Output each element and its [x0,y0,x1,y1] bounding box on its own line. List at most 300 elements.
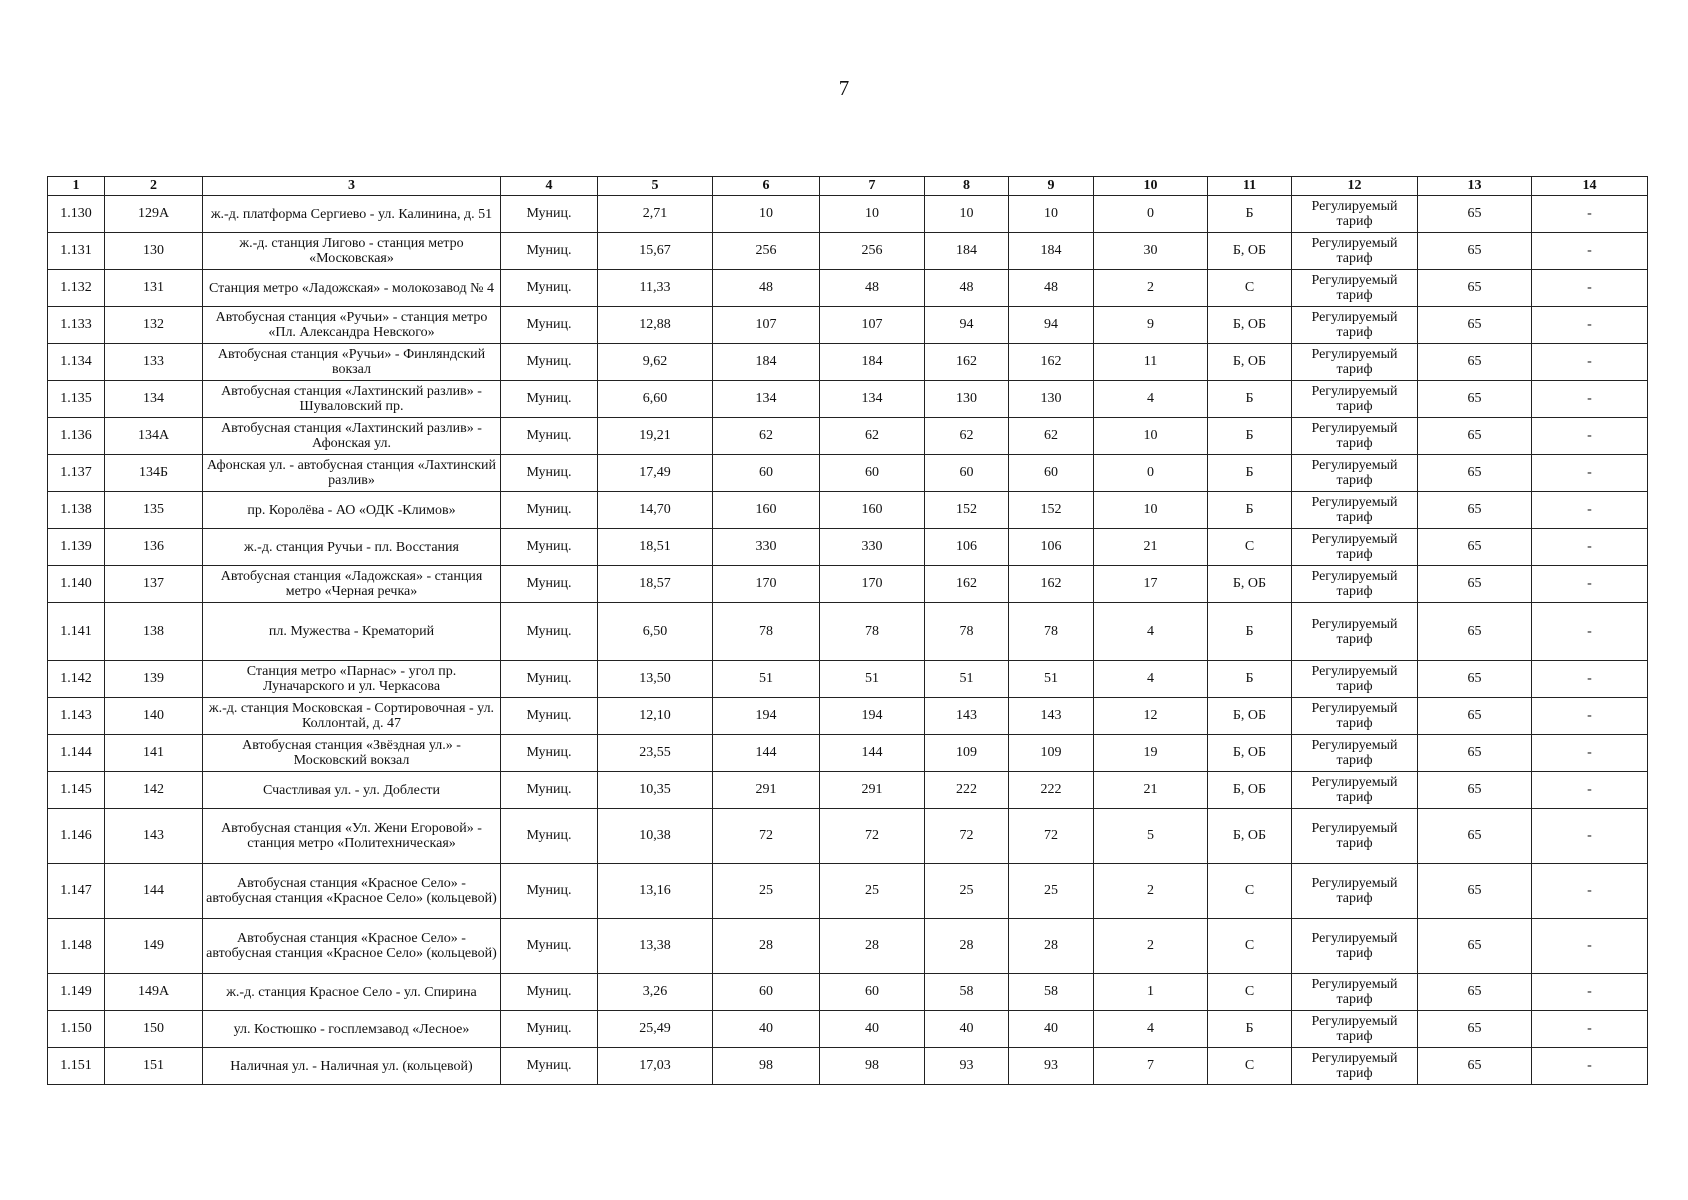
cell-col-14: - [1532,772,1648,809]
cell-col-13: 65 [1418,1011,1532,1048]
cell-col-13: 65 [1418,381,1532,418]
cell-col-10: 4 [1094,661,1208,698]
cell-col-12: Регулируемый тариф [1292,233,1418,270]
cell-col-11: Б [1208,196,1292,233]
cell-col-8: 78 [925,603,1009,661]
cell-col-10: 4 [1094,1011,1208,1048]
cell-col-1: 1.145 [48,772,105,809]
cell-col-9: 51 [1009,661,1094,698]
cell-col-11: С [1208,864,1292,919]
cell-col-5: 12,10 [598,698,713,735]
cell-col-4: Муниц. [501,735,598,772]
cell-col-6: 160 [713,492,820,529]
cell-col-3: Автобусная станция «Ручьи» - Финляндский вокзал [203,344,501,381]
cell-col-12: Регулируемый тариф [1292,455,1418,492]
cell-col-14: - [1532,381,1648,418]
cell-col-13: 65 [1418,772,1532,809]
cell-col-4: Муниц. [501,529,598,566]
cell-col-1: 1.135 [48,381,105,418]
cell-col-2: 131 [105,270,203,307]
cell-col-6: 10 [713,196,820,233]
table-row [48,661,1648,698]
cell-col-12: Регулируемый тариф [1292,919,1418,974]
cell-col-14: - [1532,1048,1648,1085]
cell-col-12: Регулируемый тариф [1292,809,1418,864]
cell-col-2: 140 [105,698,203,735]
table-row [48,344,1648,381]
cell-col-13: 65 [1418,455,1532,492]
cell-col-3: Наличная ул. - Наличная ул. (кольцевой) [203,1048,501,1085]
cell-col-8: 152 [925,492,1009,529]
cell-col-3: Счастливая ул. - ул. Доблести [203,772,501,809]
cell-col-13: 65 [1418,233,1532,270]
cell-col-1: 1.143 [48,698,105,735]
cell-col-11: Б [1208,381,1292,418]
cell-col-5: 17,49 [598,455,713,492]
cell-col-3: Автобусная станция «Ручьи» - станция метро «Пл. Александра Невского» [203,307,501,344]
cell-col-4: Муниц. [501,196,598,233]
cell-col-3: ж.-д. станция Лигово - станция метро «Московская» [203,233,501,270]
cell-col-6: 107 [713,307,820,344]
cell-col-12: Регулируемый тариф [1292,344,1418,381]
cell-col-7: 78 [820,603,925,661]
cell-col-12: Регулируемый тариф [1292,381,1418,418]
cell-col-5: 19,21 [598,418,713,455]
column-header-13: 13 [1418,177,1532,196]
column-header-5: 5 [598,177,713,196]
cell-col-6: 72 [713,809,820,864]
cell-col-9: 40 [1009,1011,1094,1048]
cell-col-14: - [1532,307,1648,344]
cell-col-2: 137 [105,566,203,603]
cell-col-9: 78 [1009,603,1094,661]
cell-col-12: Регулируемый тариф [1292,864,1418,919]
cell-col-7: 291 [820,772,925,809]
table-row [48,809,1648,864]
cell-col-8: 106 [925,529,1009,566]
table-body [48,196,1648,1085]
cell-col-5: 10,38 [598,809,713,864]
cell-col-7: 62 [820,418,925,455]
cell-col-7: 72 [820,809,925,864]
cell-col-10: 17 [1094,566,1208,603]
cell-col-12: Регулируемый тариф [1292,1011,1418,1048]
cell-col-2: 138 [105,603,203,661]
cell-col-2: 149 [105,919,203,974]
cell-col-14: - [1532,1011,1648,1048]
cell-col-1: 1.151 [48,1048,105,1085]
cell-col-7: 256 [820,233,925,270]
cell-col-5: 13,50 [598,661,713,698]
cell-col-12: Регулируемый тариф [1292,698,1418,735]
cell-col-9: 10 [1009,196,1094,233]
cell-col-8: 60 [925,455,1009,492]
table-row [48,566,1648,603]
cell-col-4: Муниц. [501,809,598,864]
cell-col-3: ж.-д. платформа Сергиево - ул. Калинина, д. 51 [203,196,501,233]
column-header-8: 8 [925,177,1009,196]
page-number: 7 [838,76,850,100]
cell-col-11: Б, ОБ [1208,735,1292,772]
cell-col-3: Автобусная станция «Лахтинский разлив» - Шуваловский пр. [203,381,501,418]
cell-col-12: Регулируемый тариф [1292,772,1418,809]
cell-col-3: ж.-д. станция Московская - Сортировочная - ул. Коллонтай, д. 47 [203,698,501,735]
cell-col-4: Муниц. [501,344,598,381]
cell-col-13: 65 [1418,661,1532,698]
cell-col-8: 93 [925,1048,1009,1085]
cell-col-6: 330 [713,529,820,566]
cell-col-2: 142 [105,772,203,809]
cell-col-11: С [1208,529,1292,566]
cell-col-11: Б, ОБ [1208,307,1292,344]
cell-col-10: 5 [1094,809,1208,864]
cell-col-10: 2 [1094,919,1208,974]
cell-col-12: Регулируемый тариф [1292,603,1418,661]
cell-col-7: 48 [820,270,925,307]
cell-col-1: 1.149 [48,974,105,1011]
cell-col-13: 65 [1418,603,1532,661]
cell-col-4: Муниц. [501,864,598,919]
cell-col-7: 60 [820,974,925,1011]
cell-col-9: 106 [1009,529,1094,566]
cell-col-14: - [1532,233,1648,270]
cell-col-7: 170 [820,566,925,603]
table-row [48,196,1648,233]
cell-col-14: - [1532,974,1648,1011]
cell-col-11: Б, ОБ [1208,809,1292,864]
cell-col-5: 6,50 [598,603,713,661]
cell-col-5: 23,55 [598,735,713,772]
cell-col-1: 1.150 [48,1011,105,1048]
cell-col-14: - [1532,566,1648,603]
cell-col-14: - [1532,529,1648,566]
cell-col-9: 152 [1009,492,1094,529]
table-row [48,603,1648,661]
cell-col-6: 60 [713,974,820,1011]
cell-col-4: Муниц. [501,603,598,661]
cell-col-14: - [1532,418,1648,455]
cell-col-5: 11,33 [598,270,713,307]
cell-col-8: 28 [925,919,1009,974]
cell-col-7: 28 [820,919,925,974]
cell-col-5: 9,62 [598,344,713,381]
cell-col-7: 10 [820,196,925,233]
table-row [48,492,1648,529]
column-header-6: 6 [713,177,820,196]
table-row [48,864,1648,919]
cell-col-8: 58 [925,974,1009,1011]
cell-col-4: Муниц. [501,492,598,529]
cell-col-12: Регулируемый тариф [1292,529,1418,566]
cell-col-1: 1.131 [48,233,105,270]
cell-col-11: Б [1208,455,1292,492]
cell-col-3: пл. Мужества - Крематорий [203,603,501,661]
cell-col-5: 18,57 [598,566,713,603]
cell-col-8: 40 [925,1011,1009,1048]
cell-col-12: Регулируемый тариф [1292,270,1418,307]
cell-col-7: 60 [820,455,925,492]
cell-col-14: - [1532,809,1648,864]
cell-col-13: 65 [1418,270,1532,307]
cell-col-14: - [1532,661,1648,698]
cell-col-2: 133 [105,344,203,381]
cell-col-3: Станция метро «Парнас» - угол пр. Луначарского и ул. Черкасова [203,661,501,698]
column-header-1: 1 [48,177,105,196]
cell-col-10: 2 [1094,270,1208,307]
cell-col-10: 2 [1094,864,1208,919]
cell-col-12: Регулируемый тариф [1292,974,1418,1011]
cell-col-11: С [1208,919,1292,974]
cell-col-1: 1.138 [48,492,105,529]
cell-col-8: 143 [925,698,1009,735]
cell-col-13: 65 [1418,418,1532,455]
table-row [48,455,1648,492]
cell-col-5: 6,60 [598,381,713,418]
cell-col-6: 98 [713,1048,820,1085]
cell-col-9: 109 [1009,735,1094,772]
cell-col-10: 30 [1094,233,1208,270]
cell-col-9: 94 [1009,307,1094,344]
cell-col-4: Муниц. [501,418,598,455]
cell-col-5: 15,67 [598,233,713,270]
cell-col-10: 4 [1094,603,1208,661]
cell-col-11: С [1208,1048,1292,1085]
table-row [48,233,1648,270]
cell-col-11: Б [1208,492,1292,529]
cell-col-2: 141 [105,735,203,772]
cell-col-7: 194 [820,698,925,735]
cell-col-13: 65 [1418,919,1532,974]
column-header-14: 14 [1532,177,1648,196]
cell-col-5: 12,88 [598,307,713,344]
cell-col-10: 12 [1094,698,1208,735]
cell-col-6: 25 [713,864,820,919]
cell-col-6: 48 [713,270,820,307]
cell-col-6: 62 [713,418,820,455]
cell-col-9: 25 [1009,864,1094,919]
table-row [48,529,1648,566]
cell-col-9: 162 [1009,566,1094,603]
cell-col-2: 130 [105,233,203,270]
cell-col-7: 134 [820,381,925,418]
cell-col-7: 98 [820,1048,925,1085]
cell-col-14: - [1532,698,1648,735]
cell-col-5: 25,49 [598,1011,713,1048]
cell-col-7: 144 [820,735,925,772]
table-row [48,270,1648,307]
cell-col-5: 18,51 [598,529,713,566]
cell-col-8: 10 [925,196,1009,233]
column-header-11: 11 [1208,177,1292,196]
cell-col-4: Муниц. [501,233,598,270]
cell-col-14: - [1532,492,1648,529]
cell-col-11: С [1208,974,1292,1011]
cell-col-4: Муниц. [501,270,598,307]
cell-col-14: - [1532,270,1648,307]
cell-col-2: 151 [105,1048,203,1085]
cell-col-9: 130 [1009,381,1094,418]
table-row [48,735,1648,772]
cell-col-4: Муниц. [501,1011,598,1048]
cell-col-9: 93 [1009,1048,1094,1085]
cell-col-12: Регулируемый тариф [1292,418,1418,455]
cell-col-2: 139 [105,661,203,698]
cell-col-7: 51 [820,661,925,698]
cell-col-13: 65 [1418,196,1532,233]
cell-col-3: Автобусная станция «Ул. Жени Егоровой» - станция метро «Политехническая» [203,809,501,864]
cell-col-6: 40 [713,1011,820,1048]
cell-col-8: 162 [925,566,1009,603]
cell-col-7: 184 [820,344,925,381]
routes-table [47,176,1648,1085]
cell-col-4: Муниц. [501,661,598,698]
column-header-10: 10 [1094,177,1208,196]
cell-col-2: 134А [105,418,203,455]
cell-col-3: ул. Костюшко - госплемзавод «Лесное» [203,1011,501,1048]
cell-col-11: Б, ОБ [1208,566,1292,603]
cell-col-4: Муниц. [501,919,598,974]
cell-col-8: 25 [925,864,1009,919]
cell-col-6: 144 [713,735,820,772]
cell-col-8: 109 [925,735,1009,772]
cell-col-5: 14,70 [598,492,713,529]
cell-col-14: - [1532,603,1648,661]
cell-col-6: 78 [713,603,820,661]
cell-col-9: 184 [1009,233,1094,270]
cell-col-4: Муниц. [501,307,598,344]
cell-col-3: Автобусная станция «Ладожская» - станция метро «Черная речка» [203,566,501,603]
cell-col-9: 72 [1009,809,1094,864]
cell-col-13: 65 [1418,307,1532,344]
cell-col-13: 65 [1418,735,1532,772]
cell-col-11: Б, ОБ [1208,772,1292,809]
cell-col-6: 184 [713,344,820,381]
column-header-2: 2 [105,177,203,196]
cell-col-13: 65 [1418,1048,1532,1085]
cell-col-13: 65 [1418,492,1532,529]
cell-col-14: - [1532,864,1648,919]
cell-col-10: 9 [1094,307,1208,344]
cell-col-4: Муниц. [501,566,598,603]
cell-col-12: Регулируемый тариф [1292,307,1418,344]
cell-col-5: 13,38 [598,919,713,974]
cell-col-9: 60 [1009,455,1094,492]
cell-col-4: Муниц. [501,974,598,1011]
cell-col-3: ж.-д. станция Ручьи - пл. Восстания [203,529,501,566]
cell-col-8: 162 [925,344,1009,381]
cell-col-2: 149А [105,974,203,1011]
cell-col-1: 1.137 [48,455,105,492]
column-header-3: 3 [203,177,501,196]
cell-col-11: Б, ОБ [1208,344,1292,381]
cell-col-10: 10 [1094,418,1208,455]
cell-col-6: 134 [713,381,820,418]
cell-col-4: Муниц. [501,772,598,809]
cell-col-11: Б [1208,661,1292,698]
cell-col-2: 132 [105,307,203,344]
cell-col-14: - [1532,455,1648,492]
table-row [48,418,1648,455]
cell-col-2: 135 [105,492,203,529]
cell-col-1: 1.130 [48,196,105,233]
cell-col-9: 48 [1009,270,1094,307]
cell-col-1: 1.144 [48,735,105,772]
cell-col-9: 58 [1009,974,1094,1011]
cell-col-2: 129А [105,196,203,233]
cell-col-6: 256 [713,233,820,270]
cell-col-12: Регулируемый тариф [1292,661,1418,698]
cell-col-2: 150 [105,1011,203,1048]
column-header-12: 12 [1292,177,1418,196]
cell-col-11: С [1208,270,1292,307]
cell-col-4: Муниц. [501,455,598,492]
cell-col-1: 1.146 [48,809,105,864]
cell-col-11: Б [1208,418,1292,455]
cell-col-3: Автобусная станция «Звёздная ул.» - Московский вокзал [203,735,501,772]
cell-col-7: 160 [820,492,925,529]
cell-col-3: Афонская ул. - автобусная станция «Лахтинский разлив» [203,455,501,492]
cell-col-1: 1.139 [48,529,105,566]
cell-col-11: Б [1208,1011,1292,1048]
cell-col-9: 162 [1009,344,1094,381]
cell-col-6: 60 [713,455,820,492]
cell-col-3: Станция метро «Ладожская» - молокозавод № 4 [203,270,501,307]
cell-col-3: Автобусная станция «Красное Село» - автобусная станция «Красное Село» (кольцевой) [203,864,501,919]
cell-col-5: 17,03 [598,1048,713,1085]
table-row [48,1011,1648,1048]
cell-col-12: Регулируемый тариф [1292,566,1418,603]
cell-col-8: 94 [925,307,1009,344]
table-row [48,919,1648,974]
cell-col-10: 0 [1094,196,1208,233]
cell-col-9: 222 [1009,772,1094,809]
cell-col-4: Муниц. [501,698,598,735]
cell-col-11: Б, ОБ [1208,233,1292,270]
cell-col-2: 143 [105,809,203,864]
cell-col-10: 1 [1094,974,1208,1011]
cell-col-6: 194 [713,698,820,735]
cell-col-6: 51 [713,661,820,698]
cell-col-11: Б [1208,603,1292,661]
cell-col-13: 65 [1418,864,1532,919]
cell-col-4: Муниц. [501,1048,598,1085]
cell-col-8: 222 [925,772,1009,809]
cell-col-8: 62 [925,418,1009,455]
cell-col-12: Регулируемый тариф [1292,492,1418,529]
cell-col-9: 28 [1009,919,1094,974]
cell-col-5: 13,16 [598,864,713,919]
cell-col-10: 4 [1094,381,1208,418]
cell-col-9: 62 [1009,418,1094,455]
cell-col-10: 21 [1094,529,1208,566]
cell-col-12: Регулируемый тариф [1292,196,1418,233]
cell-col-4: Муниц. [501,381,598,418]
cell-col-8: 51 [925,661,1009,698]
cell-col-5: 10,35 [598,772,713,809]
table-row [48,974,1648,1011]
table-row [48,772,1648,809]
cell-col-2: 134 [105,381,203,418]
cell-col-14: - [1532,344,1648,381]
cell-col-8: 184 [925,233,1009,270]
cell-col-13: 65 [1418,529,1532,566]
cell-col-1: 1.132 [48,270,105,307]
cell-col-2: 134Б [105,455,203,492]
cell-col-5: 2,71 [598,196,713,233]
cell-col-2: 136 [105,529,203,566]
table-row [48,381,1648,418]
cell-col-10: 7 [1094,1048,1208,1085]
